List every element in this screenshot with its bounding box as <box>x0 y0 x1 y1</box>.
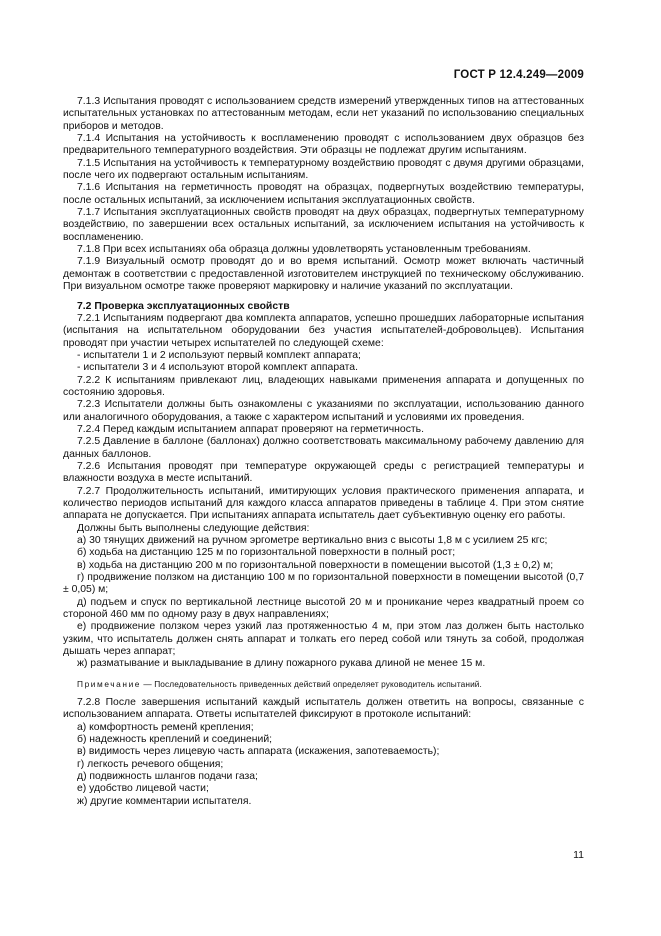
document-header: ГОСТ Р 12.4.249—2009 <box>453 69 584 81</box>
question-item: б) надежность креплений и соединений; <box>77 733 273 745</box>
action-item: в) ходьба на дистанцию 200 м по горизонтальной поверхности в помещении высотой (1,3 ± 0,2) м; <box>77 559 554 571</box>
note-label: Примечание <box>77 678 142 689</box>
action-item: д) подъем и спуск по вертикальной лестнице высотой 20 м и проникание через квадратный проем со стороной 460 мм по одному разу в двух направлениях; <box>63 596 584 621</box>
note-text: — Последовательность приведенных действий определяет руководитель испытаний. <box>141 678 482 689</box>
paragraph-7-1-3: 7.1.3 Испытания проводят с использованием средств измерений утвержденных типов на аттестованных испытательных установках по аттестованным методам, если нет указаний по использованию специальных приборов и методов. <box>63 96 584 132</box>
page-content <box>63 96 584 808</box>
question-item: г) легкость речевого общения; <box>77 758 224 770</box>
question-item: е) удобство лицевой части; <box>77 783 209 795</box>
question-item: в) видимость через лицевую часть аппарата (искажения, запотеваемость); <box>77 746 440 758</box>
paragraph-7-2-4: 7.2.4 Перед каждым испытанием аппарат проверяют на герметичность. <box>77 423 424 435</box>
actions-intro: Должны быть выполнены следующие действия: <box>77 522 310 534</box>
note <box>63 679 584 690</box>
action-item: ж) разматывание и выкладывание в длину пожарного рукава длиной не менее 15 м. <box>77 658 486 670</box>
action-item: б) ходьба на дистанцию 125 м по горизонтальной поверхности в полный рост; <box>77 547 456 559</box>
paragraph-7-2-5: 7.2.5 Давление в баллоне (баллонах) должно соответствовать максимальному рабочему давлению для данных баллонов. <box>63 436 584 460</box>
paragraph-7-1-4: 7.1.4 Испытания на устойчивость к воспламенению проводят с использованием двух образцов без предварительного температурного воздействия. Эти образцы не подлежат другим испытаниям. <box>63 133 584 157</box>
page-number: 11 <box>573 849 584 861</box>
scheme-item: - испытатели 3 и 4 используют второй комплект аппарата. <box>77 362 358 374</box>
paragraph-7-2-2: 7.2.2 К испытаниям привлекают лиц, владеющих навыками применения аппарата и допущенных по состоянию здоровья. <box>63 374 584 398</box>
paragraph-7-1-6: 7.1.6 Испытания на герметичность проводят на образцах, подвергнутых воздействию температуры, после остальных испытаний, за исключением испытания эксплуатационных свойств. <box>63 182 584 206</box>
paragraph-7-2-7: 7.2.7 Продолжительность испытаний, имитирующих условия практического применения аппарата, и количество периодов испытаний для каждого класса аппаратов приведены в таблице 4. При этом снятие аппарата не допускается. При испытаниях аппарата испытатель дает субъективную оценку его работы. <box>63 485 584 522</box>
paragraph-7-2-6: 7.2.6 Испытания проводят при температуре окружающей среды с регистрацией температуры и влажности воздуха в месте испытаний. <box>63 460 584 485</box>
paragraph-7-1-9: 7.1.9 Визуальный осмотр проводят до и во время испытаний. Осмотр может включать частичный демонтаж в соответствии с предоставленной изготовителем инструкцией по техническому обслуживанию. При визуальном осмотре также проверяют маркировку и наличие указаний по эксплуатации. <box>63 256 584 293</box>
scheme-item: - испытатели 1 и 2 используют первый комплект аппарата; <box>77 349 361 361</box>
paragraph-7-1-5: 7.1.5 Испытания на устойчивость к температурному воздействию проводят с двумя другими образцами, после чего их подвергают остальным испытаниям. <box>63 157 584 182</box>
section-heading-7-2: 7.2 Проверка эксплуатационных свойств <box>77 300 290 312</box>
paragraph-7-2-8: 7.2.8 После завершения испытаний каждый испытатель должен ответить на вопросы, связанные с использованием аппарата. Ответы испытателей фиксируют в протоколе испытаний: <box>63 696 584 721</box>
action-item: е) продвижение ползком через узкий лаз протяженностью 4 м, при этом лаз должен быть настолько узким, что испытатель должен снять аппарат и толкать его перед собой или тянуть за собой, продолжая дышать через аппарат; <box>63 621 584 658</box>
question-item: а) комфортность ременй крепления; <box>77 721 254 733</box>
question-item: д) подвижность шлангов подачи газа; <box>77 770 258 782</box>
action-item: г) продвижение ползком на дистанцию 100 м по горизонтальной поверхности в помещении высотой (0,7 ± 0,05) м; <box>63 572 584 596</box>
action-item: а) 30 тянущих движений на ручном эргометре вертикально вниз с высоты 1,8 м с усилием 25 кгс; <box>77 535 548 547</box>
paragraph-7-1-7: 7.1.7 Испытания эксплуатационных свойств проводят на двух образцах, подвергнутых температурному воздействию, по завершении всех остальных испытаний, за исключением испытания на устойчивость к воспламенению. <box>63 207 584 243</box>
paragraph-7-2-3: 7.2.3 Испытатели должны быть ознакомлены с указаниями по эксплуатации, использованию данного или аналогичного оборудования, а также с характером испытаний и условиями их проведения. <box>63 399 584 423</box>
paragraph-7-1-8: 7.1.8 При всех испытаниях оба образца должны удовлетворять установленным требованиям. <box>77 244 531 256</box>
question-item: ж) другие комментарии испытателя. <box>77 795 252 807</box>
paragraph-7-2-1: 7.2.1 Испытаниям подвергают два комплекта аппаратов, успешно прошедших лабораторные испытания (испытания на испытательном оборудовании без участия испытателей-добровольцев). Испытания проводят при участии четырех испытателей по следующей схеме: <box>63 312 584 349</box>
